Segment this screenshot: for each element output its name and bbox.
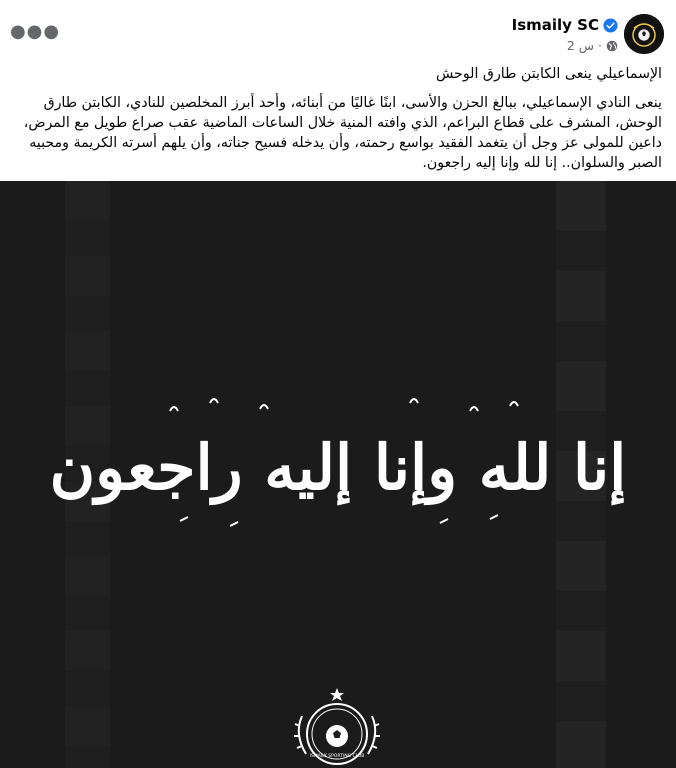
meta-separator: · xyxy=(598,38,602,53)
globe-icon[interactable] xyxy=(606,40,618,52)
club-logo-icon xyxy=(624,14,664,54)
page-avatar[interactable] xyxy=(624,14,664,54)
more-horizontal-icon: ●●● xyxy=(9,20,61,42)
post-time[interactable]: 2 س xyxy=(566,38,595,53)
post-text xyxy=(14,64,662,182)
club-badge-logo xyxy=(288,686,386,768)
condolence-calligraphy xyxy=(49,381,627,541)
page-name[interactable]: Ismaily SC xyxy=(511,16,599,34)
page-name-row xyxy=(512,16,618,34)
more-options-button[interactable] xyxy=(9,20,61,42)
post-title: الإسماعيلي ينعى الكابتن طارق الوحش xyxy=(435,66,662,82)
badge-text: ISMAILY SPORTING CLUB xyxy=(309,754,365,759)
calligraphy-text: إنا لله وإنا إليه راجعون xyxy=(49,431,627,504)
post-body: ينعى النادي الإسماعيلي، ببالغ الحزن والأسى، ابنًا غاليًا من أبنائه، وأحد أبرز المخلصين للنادي، الكابتن طارق الوحش، المشرف على قطاع البراعم، الذي وافته المنية خلال الساعات الماضية عقب صراع طويل مع المرض، داعين للمولى عز وجل أن يتغمد الفقيد بواسع رحمته، وأن يدخله فسيح جناته، وأن يلهم أسرته الكريمة ومحبيه الصبر والسلوان.. إنا لله وإنا إليه راجعون. xyxy=(23,95,662,171)
post-meta xyxy=(567,38,618,53)
post-header xyxy=(0,0,676,62)
post-image[interactable] xyxy=(0,181,676,768)
verified-badge-icon xyxy=(603,18,618,33)
